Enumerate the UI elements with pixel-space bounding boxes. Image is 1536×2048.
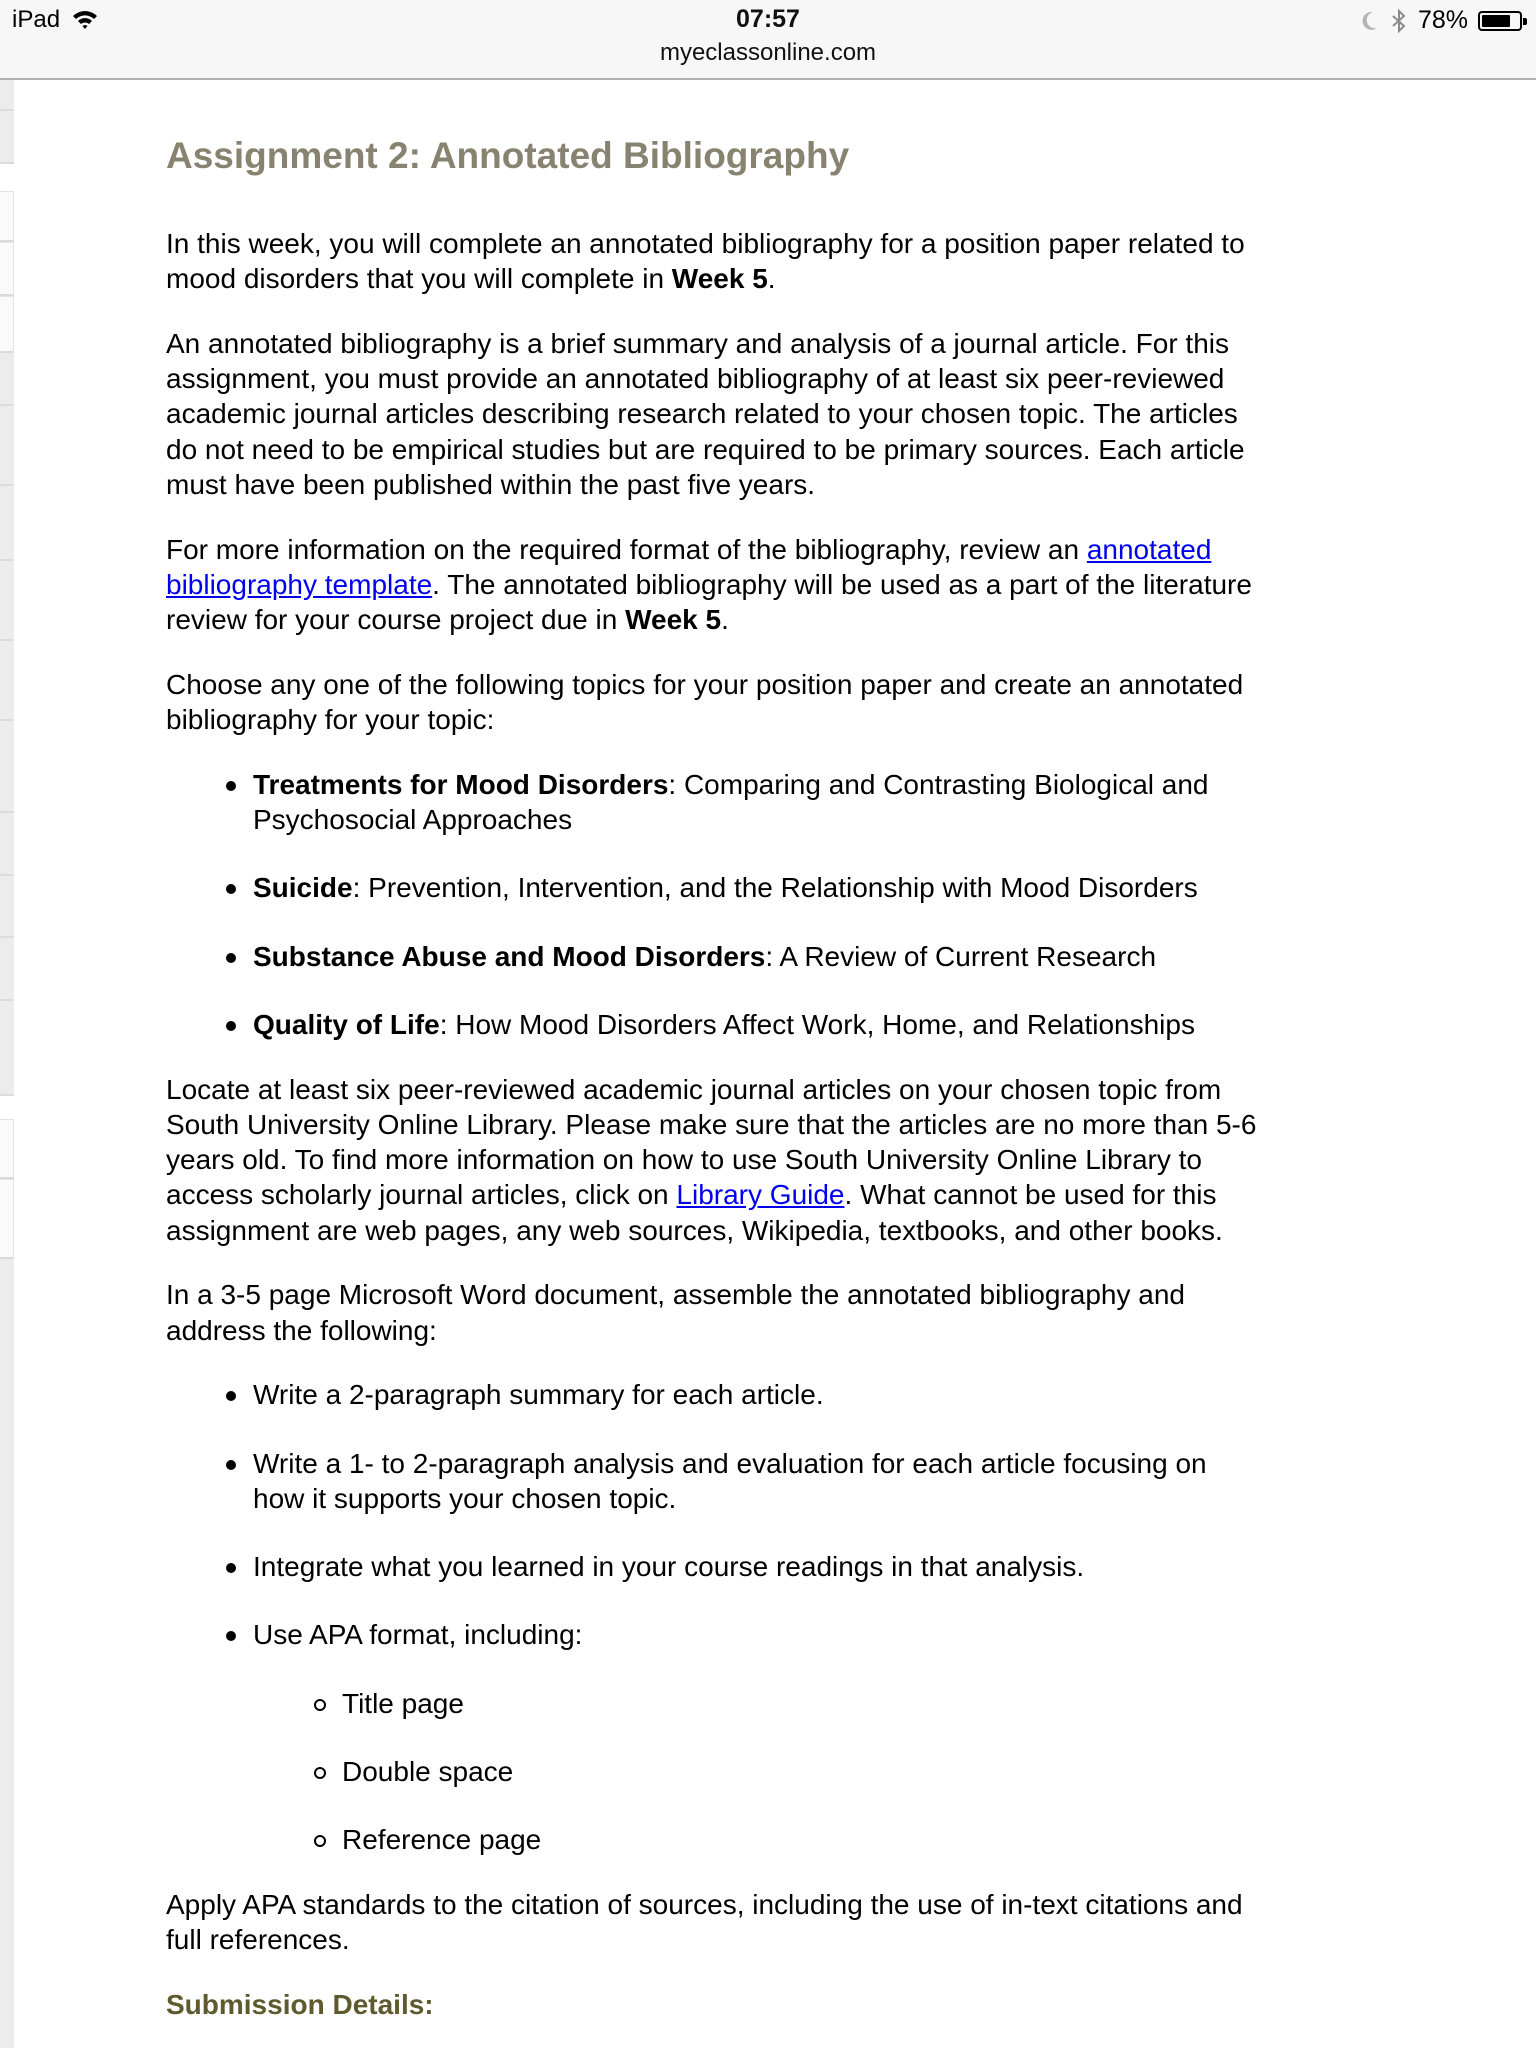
requirement-item: Use APA format, including: Title page Double space Reference page xyxy=(253,1617,1261,1857)
moon-icon xyxy=(1358,8,1380,34)
battery-percent: 78% xyxy=(1417,6,1468,34)
sidebar-tab-15[interactable] xyxy=(0,1001,14,1096)
circle-bullet-icon xyxy=(314,1767,326,1779)
circle-bullet-icon xyxy=(314,1699,326,1711)
bullet-icon xyxy=(226,953,236,963)
topic-item: Suicide: Prevention, Intervention, and the Relationship with Mood Disorders xyxy=(253,870,1261,905)
topic-item: Substance Abuse and Mood Disorders: A Review of Current Research xyxy=(253,939,1261,974)
collapsed-sidebar[interactable] xyxy=(0,80,14,2048)
sidebar-tab-14[interactable] xyxy=(0,938,14,1001)
requirements-list xyxy=(166,1377,1261,1857)
week-highlight: Week 5 xyxy=(625,604,722,636)
sidebar-tab-3[interactable] xyxy=(0,191,14,242)
sidebar-tab-9[interactable] xyxy=(0,561,14,641)
sidebar-tab-0[interactable] xyxy=(0,80,14,111)
intro-paragraph: In this week, you will complete an annotated bibliography for a position paper related to mood disorders that you will complete in Week 5. xyxy=(166,228,1245,295)
sidebar-tab-2 xyxy=(0,164,14,191)
assignment-content xyxy=(166,134,1261,2022)
battery-fill xyxy=(1482,15,1510,27)
assemble-prompt: In a 3-5 page Microsoft Word document, assemble the annotated bibliography and address the following: xyxy=(166,1279,1185,1346)
apa-format-list xyxy=(253,1686,1261,1858)
sidebar-tab-17[interactable] xyxy=(0,1119,14,1179)
topic-item: Treatments for Mood Disorders: Comparing and Contrasting Biological and Psychosocial Approaches xyxy=(253,767,1261,838)
bullet-icon xyxy=(226,884,236,894)
page-title: Assignment 2: Annotated Bibliography xyxy=(166,135,850,176)
bluetooth-icon xyxy=(1388,8,1410,34)
format-info-paragraph: For more information on the required format of the bibliography, review an annotated bibliography template. The annotated bibliography will be used as a part of the literature review for your course project due in Week 5. xyxy=(166,533,1252,636)
week-highlight: Week 5 xyxy=(671,263,768,295)
circle-bullet-icon xyxy=(314,1835,326,1847)
library-guide-link[interactable]: Library Guide xyxy=(676,1179,845,1211)
apa-item: Title page xyxy=(342,1686,1261,1721)
sidebar-tab-6[interactable] xyxy=(0,353,14,406)
apa-standards-paragraph: Apply APA standards to the citation of sources, including the use of in-text citations and full references. xyxy=(166,1888,1243,1956)
bullet-icon xyxy=(226,1021,236,1031)
bullet-icon xyxy=(226,1563,236,1573)
requirement-item: Write a 2-paragraph summary for each article. xyxy=(253,1377,1261,1412)
sidebar-tab-8[interactable] xyxy=(0,486,14,561)
sidebar-tab-4[interactable] xyxy=(0,242,14,296)
sidebar-tab-16 xyxy=(0,1096,14,1119)
device-name: iPad xyxy=(12,6,61,33)
bullet-icon xyxy=(226,1460,236,1470)
choose-topic-prompt: Choose any one of the following topics for your position paper and create an annotated bibliography for your topic: xyxy=(166,668,1244,736)
definition-paragraph: An annotated bibliography is a brief summary and analysis of a journal article. For this assignment, you must provide an annotated bibliography of at least six peer-reviewed academic journal articles describing research related to your chosen topic. The articles do not need to be empirical studies but are required to be primary sources. Each article must have been published within the past five years. xyxy=(166,327,1245,501)
ios-status-bar xyxy=(0,0,1536,80)
status-right xyxy=(1358,6,1522,35)
address-bar-url[interactable]: myeclassonline.com xyxy=(659,39,877,66)
sidebar-tab-13[interactable] xyxy=(0,876,14,938)
apa-item: Reference page xyxy=(342,1822,1261,1857)
sidebar-tab-18[interactable] xyxy=(0,1179,14,1259)
requirement-item: Integrate what you learned in your course readings in that analysis. xyxy=(253,1549,1261,1584)
topic-list xyxy=(166,767,1261,1042)
locate-articles-paragraph: Locate at least six peer-reviewed academic journal articles on your chosen topic from South University Online Library. Please make sure that the articles are no more than 5-6 years old. To find more information on how to use South University Online Library to access scholarly journal articles, click on Library Guide. What cannot be used for this assignment are web pages, any web sources, Wikipedia, textbooks, and other books. xyxy=(166,1073,1257,1246)
topic-item: Quality of Life: How Mood Disorders Affect Work, Home, and Relationships xyxy=(253,1007,1261,1042)
sidebar-tab-12[interactable] xyxy=(0,813,14,876)
bullet-icon xyxy=(226,1391,236,1401)
requirement-item: Write a 1- to 2-paragraph analysis and evaluation for each article focusing on how it supports your chosen topic. xyxy=(253,1446,1261,1517)
annotated-bibliography-template-link[interactable]: annotated bibliography template xyxy=(166,533,1212,600)
battery-icon xyxy=(1478,11,1522,31)
bullet-icon xyxy=(226,781,236,791)
sidebar-tab-10[interactable] xyxy=(0,641,14,721)
sidebar-tab-7[interactable] xyxy=(0,406,14,486)
submission-details-heading: Submission Details: xyxy=(166,1988,434,2020)
sidebar-tab-1[interactable] xyxy=(0,111,14,164)
apa-item: Double space xyxy=(342,1754,1261,1789)
sidebar-tab-5[interactable] xyxy=(0,296,14,353)
battery-nub xyxy=(1523,18,1527,25)
sidebar-tab-11[interactable] xyxy=(0,721,14,813)
bullet-icon xyxy=(226,1631,236,1641)
clock-time: 07:57 xyxy=(736,5,800,33)
